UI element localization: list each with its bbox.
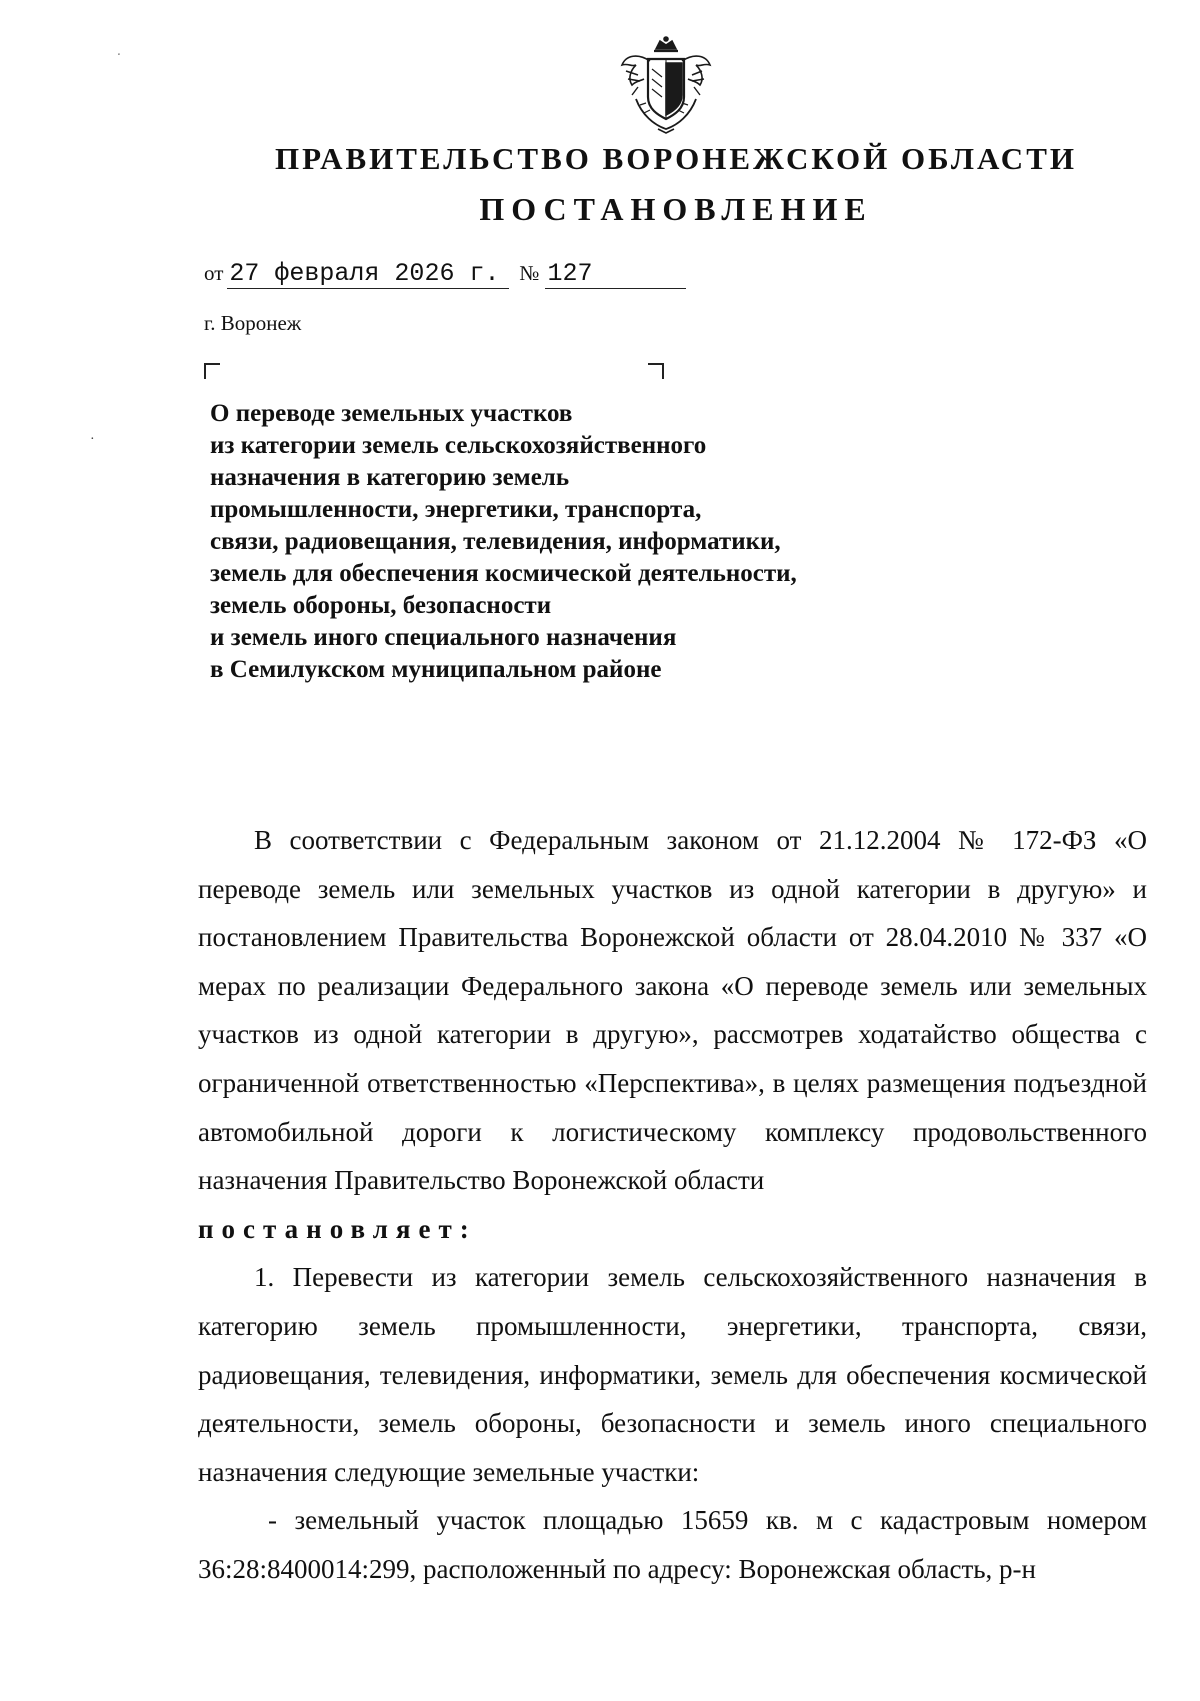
date-number-line bbox=[204, 259, 686, 295]
item-1-paragraph: 1. Перевести из категории земель сельскохозяйственного назначения в категорию земель промышленности, энергетики, транспорта, связи, радиовещания, телевидения, информатики, земель для обеспечения космической деятельности, земель обороны, безопасности и земель иного специального назначения следующие земельные участки: bbox=[198, 1262, 1147, 1487]
corner-mark-top-left bbox=[204, 363, 220, 379]
preamble-paragraph: В соответствии с Федеральным законом от 21.12.2004 № 172-ФЗ «О переводе земель или земельных участков из одной категории в другую» и постановлением Правительства Воронежской области от 28.04.2010 № 337 «О мерах по реализации Федерального закона «О переводе земель или земельных участков из одной категории в другую», рассмотрев ходатайство общества с ограниченной ответственностью «Перспектива», в целях размещения подъездной автомобильной дороги к логистическому комплексу продовольственного назначения Правительство Воронежской области bbox=[198, 825, 1147, 1196]
date-prefix: от bbox=[204, 261, 224, 285]
document-body bbox=[198, 816, 1147, 1594]
document-type: ПОСТАНОВЛЕНИЕ bbox=[479, 191, 873, 227]
corner-mark-top-right bbox=[648, 363, 664, 379]
subject-line: и земель иного специального назначения bbox=[210, 624, 677, 651]
subject-line: в Семилукском муниципальном районе bbox=[210, 656, 662, 683]
subject-line: связи, радиовещания, телевидения, информатики, bbox=[210, 528, 781, 555]
city-label: г. Воронеж bbox=[204, 311, 302, 335]
subject-line: земель для обеспечения космической деятельности, bbox=[210, 560, 797, 587]
government-title: ПРАВИТЕЛЬСТВО ВОРОНЕЖСКОЙ ОБЛАСТИ bbox=[275, 141, 1077, 176]
resolves-paragraph bbox=[198, 1205, 1147, 1254]
scan-speck: · bbox=[90, 432, 95, 447]
scan-speck: ˑ bbox=[117, 49, 121, 64]
coat-of-arms-icon bbox=[618, 35, 714, 135]
subject-heading bbox=[210, 398, 930, 686]
number-label: № bbox=[519, 261, 540, 285]
bullet-paragraph: - земельный участок площадью 15659 кв. м с кадастровым номером 36:28:8400014:299, расположенный по адресу: Воронежская область, р-н bbox=[198, 1505, 1147, 1584]
subject-line: из категории земель сельскохозяйственного bbox=[210, 432, 707, 459]
subject-line: промышленности, энергетики, транспорта, bbox=[210, 496, 702, 523]
subject-line: О переводе земельных участков bbox=[210, 400, 573, 427]
subject-line: земель обороны, безопасности bbox=[210, 592, 552, 619]
document-number: 127 bbox=[545, 259, 686, 289]
subject-line: назначения в категорию земель bbox=[210, 464, 570, 491]
resolves-word: постановляет: bbox=[198, 1213, 477, 1244]
date-value: 27 февраля 2026 г. bbox=[227, 259, 509, 289]
